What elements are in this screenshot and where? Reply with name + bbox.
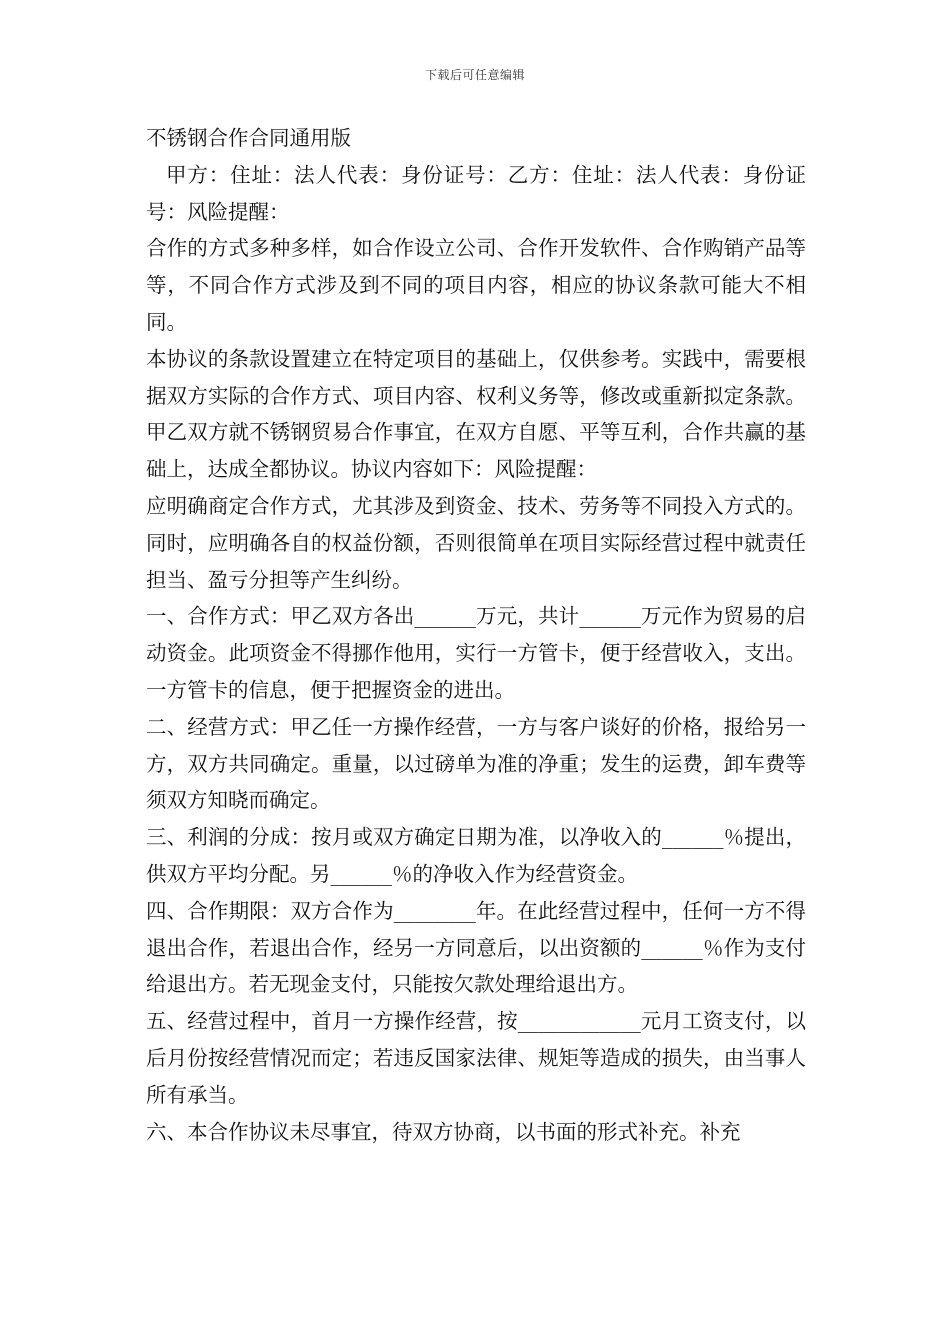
paragraph-parties: 甲方：住址：法人代表：身份证号：乙方：住址：法人代表：身份证号：风险提醒： — [146, 162, 806, 224]
page-header-note: 下载后可任意编辑 — [424, 68, 525, 82]
document-title: 不锈钢合作合同通用版 — [146, 126, 351, 150]
paragraph-agreement-basis: 本协议的条款设置建立在特定项目的基础上，仅供参考。实践中，需要根据双方实际的合作方式、项目内容、权利义务等，修改或重新拟定条款。 甲乙双方就不锈钢贸易合作事宜，在双方自愿、平等互利，合作共赢的基础上，达成全都协议。协议内容如下：风险提醒： — [146, 346, 806, 482]
paragraph-risk-investment: 应明确商定合作方式，尤其涉及到资金、技术、劳务等不同投入方式的。同时，应明确各自的权益份额，否则很简单在项目实际经营过程中就责任担当、盈亏分担等产生纠纷。 — [146, 493, 806, 592]
clause-1-cooperation-method: 一、合作方式：甲乙双方各出______万元，共计______万元作为贸易的启动资金。此项资金不得挪作他用，实行一方管卡，便于经营收入，支出。一方管卡的信息，便于把握资金的进出。 — [146, 604, 806, 702]
clause-5-operation-process: 五、经营过程中，首月一方操作经营，按____________元月工资支付，以后月份按经营情况而定；若违反国家法律、规矩等造成的损失，由当事人所有承当。 — [146, 1009, 806, 1107]
paragraph-risk-cooperation-modes: 合作的方式多种多样，如合作设立公司、合作开发软件、合作购销产品等等，不同合作方式涉及到不同的项目内容，相应的协议条款可能大不相同。 — [146, 236, 806, 334]
document-body — [146, 120, 806, 1150]
clause-4-cooperation-term: 四、合作期限：双方合作为________年。在此经营过程中，任何一方不得退出合作，若退出合作，经另一方同意后，以出资额的______％作为支付给退出方。若无现金支付，只能按欠款处理给退出方。 — [146, 898, 806, 997]
clause-3-profit-sharing: 三、利润的分成：按月或双方确定日期为准，以净收入的______％提出，供双方平均分配。另______％的净收入作为经营资金。 — [146, 825, 806, 886]
clause-2-operation-method: 二、经营方式：甲乙任一方操作经营，一方与客户谈好的价格，报给另一方，双方共同确定。重量，以过磅单为准的净重；发生的运费，卸车费等须双方知晓而确定。 — [146, 714, 806, 813]
clause-6-supplementary: 六、本合作协议未尽事宜，待双方协商，以书面的形式补充。补充 — [146, 1119, 741, 1144]
